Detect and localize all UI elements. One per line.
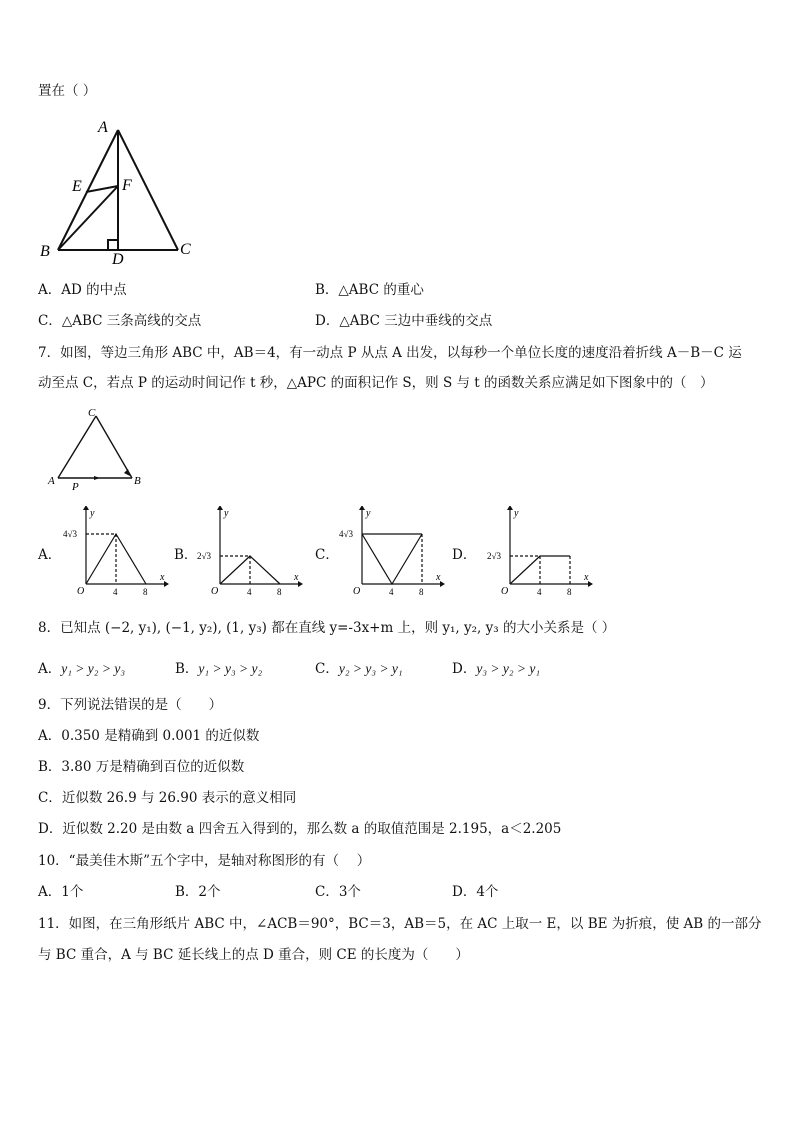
q8-option-d[interactable] — [452, 660, 540, 678]
q6-option-d-text: △ABC 三边中垂线的交点 — [339, 313, 493, 329]
q8-option-b[interactable] — [175, 660, 262, 678]
q6-option-b-key: B． — [315, 282, 339, 298]
q6-option-a-text: AD 的中点 — [61, 282, 127, 298]
q11-stem-line1: 11．如图，在三角形纸片 ABC 中，∠ACB＝90°，BC＝3，AB＝5，在 AC 上取一 E，以 BE 为折痕，使 AB 的一部分 — [38, 916, 762, 932]
q10-option-d-text: 4个 — [476, 884, 499, 900]
q10-option-a-text: 1个 — [61, 884, 84, 900]
q7-option-c-key[interactable]: C． — [315, 547, 339, 563]
q8-option-b-text: y₁ > y₃ > y₂ — [198, 661, 263, 676]
q6-option-b-text: △ABC 的重心 — [338, 282, 424, 298]
q6-triangle-figure — [36, 118, 206, 268]
q9-option-b[interactable]: B．3.80 万是精确到百位的近似数 — [38, 759, 245, 775]
q7-label-p: P — [72, 481, 79, 493]
q11-stem-line2: 与 BC 重合，A 与 BC 延长线上的点 D 重合，则 CE 的长度为（ ） — [38, 947, 469, 963]
q8-option-c[interactable] — [315, 660, 403, 678]
q6-option-c-text: △ABC 三条高线的交点 — [61, 313, 202, 329]
q7-graph-b-ylabel: y — [224, 508, 229, 519]
q7-graph-a-x1: 4 — [113, 587, 118, 596]
q6-label-a: A — [98, 119, 108, 136]
q8-option-c-text: y₂ > y₃ > y₁ — [338, 661, 403, 676]
q6-stem-tail: 置在（ ） — [38, 83, 97, 99]
q6-option-c[interactable] — [38, 312, 201, 330]
q7-graph-c[interactable] — [336, 506, 446, 596]
q7-graph-b-x2: 8 — [277, 587, 282, 596]
q7-stem-line2: 动至点 C，若点 P 的运动时间记作 t 秒，△APC 的面积记作 S，则 S 与 t 的函数关系应满足如下图象中的（ ） — [38, 375, 714, 391]
q7-graph-d-xlabel: x — [584, 572, 589, 583]
q8-option-b-key: B． — [175, 661, 199, 677]
q7-graph-a-ymax: 4√3 — [63, 529, 77, 539]
q7-graph-c-x1: 4 — [389, 587, 394, 596]
q6-option-c-key: C． — [38, 313, 62, 329]
q6-label-b: B — [40, 243, 50, 260]
q8-option-c-key: C． — [315, 661, 339, 677]
q7-graph-a-origin: O — [77, 586, 85, 596]
q7-option-b-key[interactable]: B． — [174, 547, 198, 563]
q10-option-d[interactable] — [452, 883, 498, 901]
q7-option-a-key[interactable]: A． — [38, 547, 62, 563]
q7-graph-c-ylabel: y — [366, 508, 371, 519]
q9-option-c[interactable]: C．近似数 26.9 与 26.90 表示的意义相同 — [38, 790, 297, 806]
q8-option-d-key: D． — [452, 661, 477, 677]
q10-option-c[interactable] — [315, 883, 361, 901]
q7-graph-d-x1: 4 — [537, 587, 542, 596]
q10-option-c-text: 3个 — [338, 884, 361, 900]
q10-option-b[interactable] — [175, 883, 221, 901]
q6-option-a-key: A． — [38, 282, 62, 298]
q8-stem: 8．已知点 (−2, y₁), (−1, y₂), (1, y₃) 都在直线 y=-3x+m 上，则 y₁, y₂, y₃ 的大小关系是（ ） — [38, 620, 616, 636]
q7-graph-b-origin: O — [211, 586, 219, 596]
q7-graph-d-origin: O — [501, 586, 509, 596]
q7-graph-b[interactable] — [194, 506, 304, 596]
q7-label-a: A — [48, 475, 55, 487]
q7-triangle-figure — [44, 404, 154, 494]
q6-option-a[interactable] — [38, 281, 127, 299]
q7-graph-d[interactable] — [484, 506, 594, 596]
q6-option-d[interactable] — [315, 312, 492, 330]
q8-option-a-text: y₁ > y₂ > y₃ — [61, 661, 126, 676]
q6-label-d: D — [112, 251, 124, 268]
q7-graph-b-xlabel: x — [294, 572, 299, 583]
q6-option-b[interactable] — [315, 281, 424, 299]
q7-stem-line1: 7．如图，等边三角形 ABC 中，AB＝4，有一动点 P 从点 A 出发，以每秒一个单位长度的速度沿着折线 A－B－C 运 — [38, 345, 742, 361]
q7-graph-d-ylabel: y — [514, 508, 519, 519]
q7-graph-c-x2: 8 — [419, 587, 424, 596]
q7-graph-b-ymax: 2√3 — [197, 551, 211, 561]
q10-option-d-key: D． — [452, 884, 477, 900]
q10-option-c-key: C． — [315, 884, 339, 900]
q6-label-f: F — [122, 177, 132, 194]
q7-graph-d-x2: 8 — [567, 587, 572, 596]
q6-option-d-key: D． — [315, 313, 340, 329]
q8-option-d-text: y₃ > y₂ > y₁ — [476, 661, 541, 676]
q7-label-b: B — [134, 475, 141, 487]
q7-graph-b-x1: 4 — [247, 587, 252, 596]
q9-option-a[interactable]: A．0.350 是精确到 0.001 的近似数 — [38, 728, 260, 744]
q7-graph-c-origin: O — [353, 586, 361, 596]
q7-option-d-key[interactable]: D． — [452, 547, 477, 563]
q8-option-a[interactable] — [38, 660, 125, 678]
q10-option-b-key: B． — [175, 884, 199, 900]
q10-option-a[interactable] — [38, 883, 83, 901]
q6-label-e: E — [72, 178, 82, 195]
q10-option-a-key: A． — [38, 884, 62, 900]
q7-graph-a[interactable] — [60, 506, 170, 596]
q7-graph-a-xlabel: x — [160, 572, 165, 583]
q7-label-c: C — [88, 407, 96, 419]
q9-stem: 9．下列说法错误的是（ ） — [38, 697, 223, 713]
q7-graph-c-xlabel: x — [436, 572, 441, 583]
q10-option-b-text: 2个 — [198, 884, 221, 900]
q7-graph-d-ymax: 2√3 — [487, 551, 501, 561]
q9-option-d[interactable]: D．近似数 2.20 是由数 a 四舍五入得到的，那么数 a 的取值范围是 2.195，a＜2.205 — [38, 821, 562, 837]
q8-option-a-key: A． — [38, 661, 62, 677]
q10-stem: 10．“最美佳木斯”五个字中，是轴对称图形的有（ ） — [38, 853, 371, 869]
q7-graph-a-ylabel: y — [90, 508, 95, 519]
q6-label-c: C — [180, 241, 191, 258]
q7-graph-a-x2: 8 — [143, 587, 148, 596]
q7-graph-c-ymax: 4√3 — [339, 529, 353, 539]
